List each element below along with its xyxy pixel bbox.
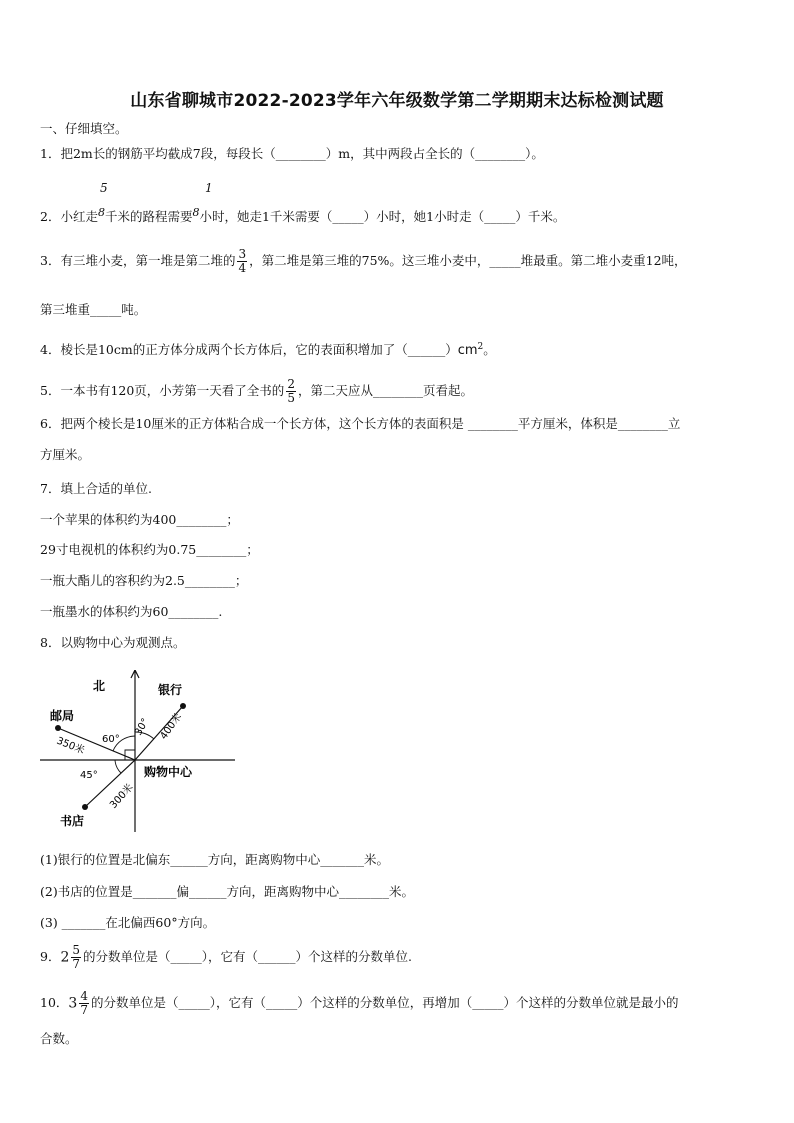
angle-30: 30° — [133, 716, 152, 738]
q2-frac2-num: 1 — [205, 181, 213, 195]
bank-label: 银行 — [158, 683, 183, 697]
angle-45: 45° — [80, 770, 98, 781]
q4-text: 4．棱长是10cm的正方体分成两个长方体后，它的表面积增加了（______） — [40, 342, 458, 358]
q2-frac1-den: 8 — [97, 206, 105, 219]
angle-60: 60° — [102, 734, 120, 745]
question-10 — [40, 990, 678, 1017]
q9-prefix: 9． — [40, 949, 61, 964]
question-3 — [40, 248, 687, 275]
question-9 — [40, 944, 412, 971]
question-6-line2: 方厘米。 — [40, 447, 91, 462]
q10-prefix: 10． — [40, 995, 69, 1010]
q10-suffix: 的分数单位是（_____），它有（_____）个这样的分数单位，再增加（_____）个这样的分数单位就是最小的 — [90, 995, 679, 1010]
q8-sub-3: (3) _______在北偏西60°方向。 — [40, 915, 216, 930]
q9-whole: 2 — [60, 949, 70, 966]
q9-suffix: 的分数单位是（_____），它有（______）个这样的分数单位. — [83, 949, 412, 964]
q9-fraction: $\frac{5}{7}$ — [72, 943, 81, 971]
q5-prefix: 5．一本书有120页，小芳第一天看了全书的 — [40, 383, 285, 398]
q4-end: 。 — [483, 342, 496, 358]
section-heading: 一、仔细填空。 — [40, 121, 128, 136]
bank-dot — [180, 703, 186, 709]
q10-fraction: $\frac{4}{7}$ — [80, 989, 88, 1017]
arc-45 — [115, 760, 121, 773]
q4-exp: 2 — [477, 342, 484, 352]
post-distance: 350米 — [54, 735, 86, 757]
book-distance: 300米 — [108, 782, 136, 812]
question-10-line2: 合数。 — [40, 1031, 78, 1046]
direction-diagram — [40, 670, 240, 840]
q2-mid: 千米的路程需要 — [104, 209, 193, 225]
page-title: 山东省聊城市2022-2023学年六年级数学第二学期期末达标检测试题 — [130, 91, 664, 111]
q3-suffix: ，第二堆是第三堆的75%。这三堆小麦中，_____堆最重。第二堆小麦重12吨， — [249, 253, 687, 268]
q7-item-4: 一瓶墨水的体积约为60________. — [40, 604, 223, 619]
q5-fraction: $\frac{2}{5}$ — [287, 377, 295, 405]
question-5 — [40, 378, 473, 405]
bookstore-label: 书店 — [60, 814, 85, 828]
q4-unit: cm — [457, 343, 478, 359]
q2-frac2-den: 8 — [192, 206, 200, 219]
q2-prefix: 2．小红走 — [40, 209, 98, 225]
q3-fraction: $\frac{3}{4}$ — [238, 247, 247, 275]
q7-item-3: 一瓶大酯儿的容积约为2.5________； — [40, 573, 248, 588]
book-dot — [82, 804, 88, 810]
q10-whole: 3 — [68, 995, 78, 1012]
post-label: 邮局 — [50, 709, 75, 723]
q7-item-1: 一个苹果的体积约为400________； — [40, 512, 239, 527]
q3-prefix: 3．有三堆小麦，第一堆是第二堆的 — [40, 253, 236, 268]
q8-sub-2: (2)书店的位置是_______偏______方向，距离购物中心________米。 — [40, 884, 414, 899]
question-7: 7．填上合适的单位. — [40, 481, 152, 496]
north-label: 北 — [93, 679, 106, 693]
q2-frac1-num: 5 — [100, 181, 108, 195]
bank-distance: 400米 — [158, 711, 185, 742]
question-4 — [40, 338, 496, 360]
q2-suffix: 小时，她走1千米需要（_____）小时，她1小时走（_____）千米。 — [199, 209, 566, 225]
question-8: 8．以购物中心为观测点。 — [40, 635, 186, 650]
post-dot — [55, 725, 61, 731]
question-2 — [40, 204, 565, 226]
shopping-center-label: 购物中心 — [144, 765, 193, 779]
q5-suffix: ，第二天应从________页看起。 — [297, 383, 473, 398]
question-1: 1．把2m长的钢筋平均截成7段，每段长（________）m，其中两段占全长的（________）。 — [40, 146, 544, 161]
q7-item-2: 29寸电视机的体积约为0.75________； — [40, 542, 259, 557]
q8-sub-1: (1)银行的位置是北偏东______方向，距离购物中心_______米。 — [40, 852, 389, 867]
question-3-line2: 第三堆重_____吨。 — [40, 302, 147, 317]
question-6: 6．把两个棱长是10厘米的正方体粘合成一个长方体，这个长方体的表面积是 ________平方厘米，体积是________立 — [40, 416, 681, 431]
